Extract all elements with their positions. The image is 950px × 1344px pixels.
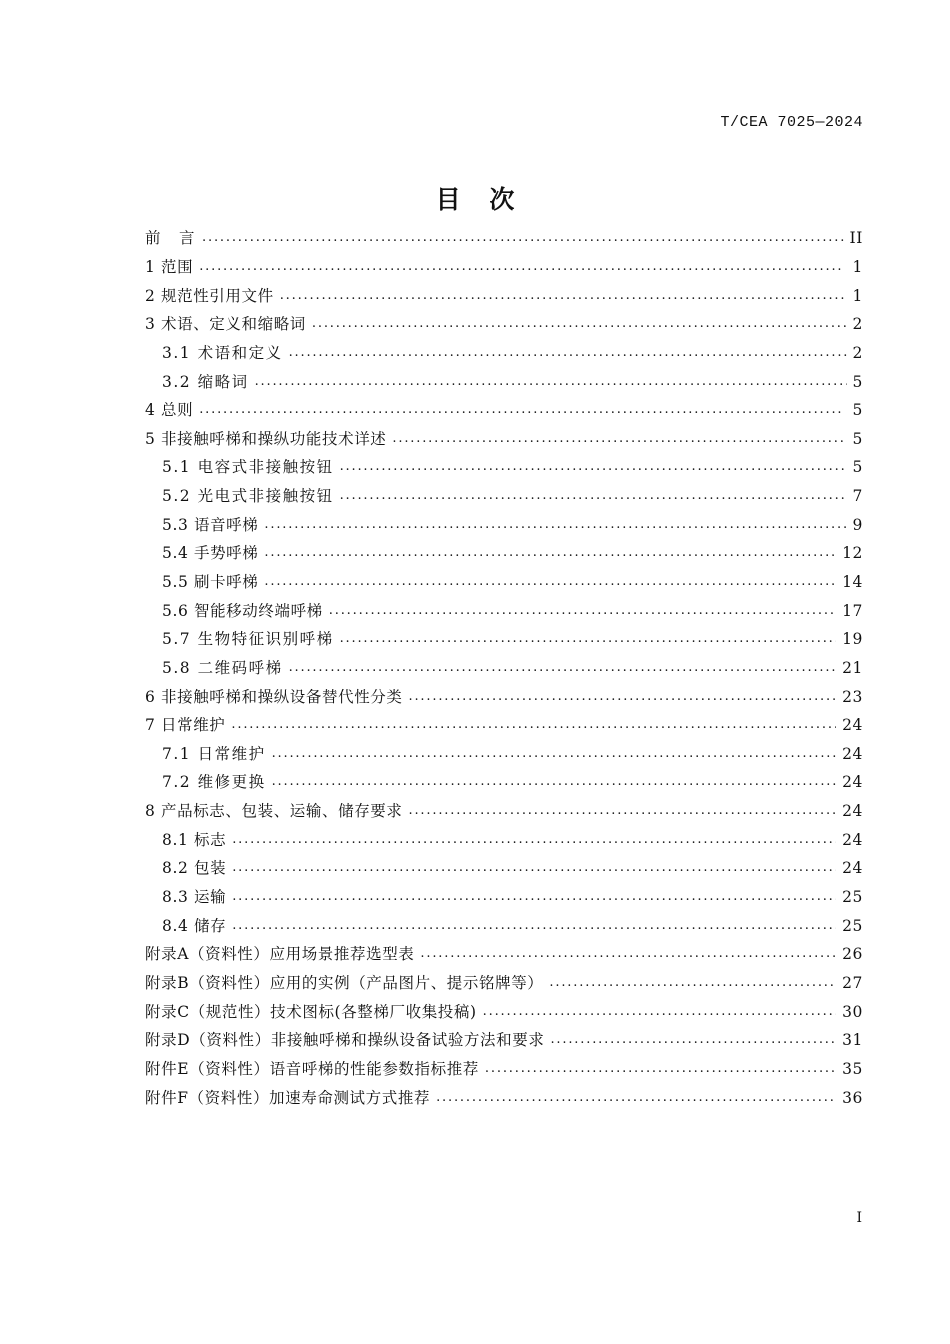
toc-entry-5[interactable] bbox=[145, 424, 863, 453]
dot-leader bbox=[409, 683, 837, 711]
toc-entry-page: 27 bbox=[842, 973, 863, 992]
toc-entry-annex-f[interactable] bbox=[145, 1083, 863, 1112]
dot-leader bbox=[483, 998, 836, 1026]
dot-leader bbox=[392, 425, 846, 453]
toc-entry-label: 8.4 储存 bbox=[162, 916, 227, 935]
toc-entry-label: 8.3 运输 bbox=[162, 888, 227, 907]
toc-entry-page: 24 bbox=[842, 773, 863, 792]
toc-entry-label: 8 产品标志、包装、运输、储存要求 bbox=[145, 802, 403, 821]
toc-entry-label: 5 非接触呼梯和操纵功能技术详述 bbox=[145, 429, 387, 448]
dot-leader bbox=[272, 740, 836, 768]
toc-entry-label: 附件E（资料性）语音呼梯的性能参数指标推荐 bbox=[145, 1059, 479, 1078]
toc-entry-8-4[interactable] bbox=[145, 911, 863, 940]
toc-entry-7-1[interactable] bbox=[145, 740, 863, 769]
toc-entry-3-1[interactable] bbox=[145, 339, 863, 368]
toc-entry-label: 1 范围 bbox=[145, 257, 194, 276]
page-title: 目 次 bbox=[435, 185, 525, 214]
toc-entry-label: 4 总则 bbox=[145, 401, 194, 420]
toc-entry-label: 6 非接触呼梯和操纵设备替代性分类 bbox=[145, 687, 403, 706]
toc-entry-appendix-d[interactable] bbox=[145, 1026, 863, 1055]
toc-entry-page: 24 bbox=[842, 716, 863, 735]
toc-entry-annex-e[interactable] bbox=[145, 1055, 863, 1084]
toc-entry-label: 7 日常维护 bbox=[145, 716, 226, 735]
dot-leader bbox=[436, 1084, 836, 1112]
dot-leader bbox=[199, 396, 846, 424]
toc-entry-4[interactable] bbox=[145, 396, 863, 425]
toc-entry-7-2[interactable] bbox=[145, 768, 863, 797]
toc-entry-5-8[interactable] bbox=[145, 654, 863, 683]
dot-leader bbox=[280, 282, 847, 310]
dot-leader bbox=[264, 539, 836, 567]
toc-entry-page: 5 bbox=[852, 401, 863, 420]
toc-entry-page: 25 bbox=[842, 916, 863, 935]
toc-entry-1[interactable] bbox=[145, 253, 863, 282]
dot-leader bbox=[340, 625, 836, 653]
toc-entry-label: 5.1 电容式非接触按钮 bbox=[162, 458, 334, 477]
toc-entry-8-1[interactable] bbox=[145, 825, 863, 854]
toc-entry-label: 3.1 术语和定义 bbox=[162, 343, 283, 362]
toc-entry-label: 5.2 光电式非接触按钮 bbox=[162, 487, 334, 506]
toc-entry-page: 26 bbox=[842, 945, 863, 964]
toc-entry-appendix-c[interactable] bbox=[145, 997, 863, 1026]
dot-leader bbox=[340, 482, 847, 510]
toc-entry-5-7[interactable] bbox=[145, 625, 863, 654]
toc-entry-page: 31 bbox=[842, 1031, 863, 1050]
toc-entry-label: 附录C（规范性）技术图标(各整梯厂收集投稿) bbox=[145, 1002, 477, 1021]
toc-entry-foreword[interactable] bbox=[145, 224, 863, 253]
toc-entry-page: 12 bbox=[842, 544, 863, 563]
dot-leader bbox=[550, 1026, 836, 1054]
toc-entry-page: 7 bbox=[852, 487, 863, 506]
toc-entry-page: 2 bbox=[852, 343, 863, 362]
toc-entry-page: 1 bbox=[852, 257, 863, 276]
dot-leader bbox=[232, 854, 836, 882]
toc-entry-page: 23 bbox=[842, 687, 863, 706]
toc-entry-appendix-b[interactable] bbox=[145, 969, 863, 998]
toc-entry-label: 2 规范性引用文件 bbox=[145, 286, 274, 305]
toc-entry-label: 附件F（资料性）加速寿命测试方式推荐 bbox=[145, 1088, 431, 1107]
toc-entry-page: 1 bbox=[852, 286, 863, 305]
toc-entry-label: 5.7 生物特征识别呼梯 bbox=[162, 630, 334, 649]
toc-entry-5-2[interactable] bbox=[145, 482, 863, 511]
dot-leader bbox=[232, 826, 836, 854]
dot-leader bbox=[264, 568, 836, 596]
toc-entry-8[interactable] bbox=[145, 797, 863, 826]
dot-leader bbox=[199, 253, 846, 281]
toc-entry-page: 36 bbox=[842, 1088, 863, 1107]
standard-code: T/CEA 7025—2024 bbox=[720, 114, 863, 131]
dot-leader bbox=[231, 711, 836, 739]
toc-entry-label: 附录A（资料性）应用场景推荐选型表 bbox=[145, 945, 415, 964]
dot-leader bbox=[232, 912, 836, 940]
toc-entry-3[interactable] bbox=[145, 310, 863, 339]
toc-entry-page: 35 bbox=[842, 1059, 863, 1078]
dot-leader bbox=[232, 883, 836, 911]
toc-entry-label: 7.1 日常维护 bbox=[162, 744, 266, 763]
toc-entry-page: 21 bbox=[842, 658, 863, 677]
dot-leader bbox=[289, 339, 847, 367]
toc-entry-label: 5.6 智能移动终端呼梯 bbox=[162, 601, 323, 620]
toc-entry-page: 24 bbox=[842, 744, 863, 763]
dot-leader bbox=[255, 368, 847, 396]
toc-entry-label: 前 言 bbox=[145, 229, 197, 248]
dot-leader bbox=[485, 1055, 836, 1083]
toc-entry-page: 25 bbox=[842, 888, 863, 907]
toc-entry-page: 5 bbox=[852, 372, 863, 391]
toc-entry-5-3[interactable] bbox=[145, 510, 863, 539]
toc-entry-appendix-a[interactable] bbox=[145, 940, 863, 969]
toc-entry-label: 5.4 手势呼梯 bbox=[162, 544, 259, 563]
toc-entry-page: 24 bbox=[842, 830, 863, 849]
toc-entry-label: 附录B（资料性）应用的实例（产品图片、提示铭牌等） bbox=[145, 973, 544, 992]
toc-entry-page: 24 bbox=[842, 859, 863, 878]
dot-leader bbox=[312, 310, 847, 338]
toc-entry-label: 5.8 二维码呼梯 bbox=[162, 658, 283, 677]
dot-leader bbox=[289, 654, 836, 682]
toc-entry-7[interactable] bbox=[145, 711, 863, 740]
dot-leader bbox=[420, 940, 836, 968]
toc-entry-page: 2 bbox=[852, 315, 863, 334]
dot-leader bbox=[202, 224, 844, 252]
toc-entry-page: 19 bbox=[842, 630, 863, 649]
dot-leader bbox=[340, 453, 847, 481]
dot-leader bbox=[549, 969, 836, 997]
toc-entry-page: 24 bbox=[842, 802, 863, 821]
toc-entry-3-2[interactable] bbox=[145, 367, 863, 396]
toc-entry-page: 17 bbox=[842, 601, 863, 620]
dot-leader bbox=[329, 597, 836, 625]
toc-entry-2[interactable] bbox=[145, 281, 863, 310]
toc-entry-label: 8.1 标志 bbox=[162, 830, 227, 849]
toc-entry-label: 8.2 包装 bbox=[162, 859, 227, 878]
toc-entry-page: II bbox=[849, 229, 863, 248]
toc-entry-5-4[interactable] bbox=[145, 539, 863, 568]
dot-leader bbox=[272, 768, 836, 796]
page-number: I bbox=[856, 1210, 862, 1226]
toc-entry-label: 7.2 维修更换 bbox=[162, 773, 266, 792]
toc-entry-label: 附录D（资料性）非接触呼梯和操纵设备试验方法和要求 bbox=[145, 1031, 545, 1050]
toc-entry-page: 5 bbox=[852, 429, 863, 448]
table-of-contents bbox=[145, 224, 863, 1112]
toc-entry-5-6[interactable] bbox=[145, 596, 863, 625]
toc-entry-label: 5.3 语音呼梯 bbox=[162, 515, 259, 534]
toc-entry-page: 30 bbox=[842, 1002, 863, 1021]
toc-entry-label: 3 术语、定义和缩略词 bbox=[145, 315, 306, 334]
toc-entry-label: 5.5 刷卡呼梯 bbox=[162, 573, 259, 591]
toc-entry-label: 3.2 缩略词 bbox=[162, 372, 249, 391]
toc-entry-8-2[interactable] bbox=[145, 854, 863, 883]
toc-entry-page: 14 bbox=[842, 573, 863, 591]
toc-entry-5-5[interactable] bbox=[145, 568, 863, 597]
toc-entry-8-3[interactable] bbox=[145, 883, 863, 912]
dot-leader bbox=[409, 797, 837, 825]
toc-entry-5-1[interactable] bbox=[145, 453, 863, 482]
toc-entry-page: 9 bbox=[852, 515, 863, 534]
dot-leader bbox=[264, 511, 846, 539]
toc-entry-page: 5 bbox=[852, 458, 863, 477]
toc-entry-6[interactable] bbox=[145, 682, 863, 711]
